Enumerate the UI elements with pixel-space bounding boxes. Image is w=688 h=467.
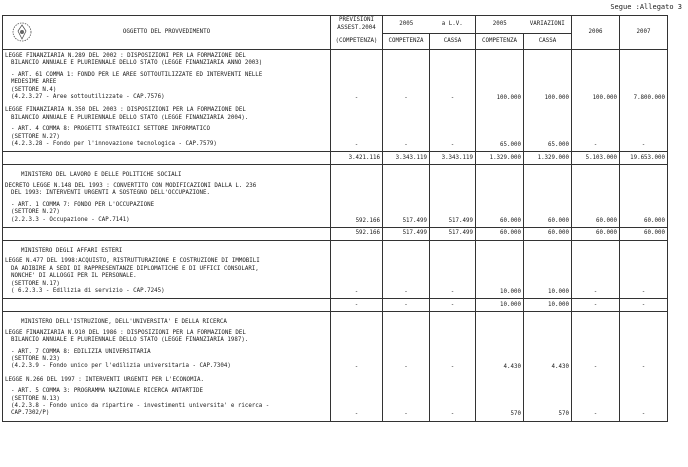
provvedimento-line: BILANCIO ANNUALE E PLURIENNALE DELLO STATO (LEGGE FINANZIARIA ANNO 2003) (11, 60, 263, 67)
value-cell: - (572, 104, 620, 152)
value-cell: - (572, 299, 620, 312)
provvedimento-line: (4.2.3.9 - Fondo unico per l'edilizia universitaria - CAP.7304) (11, 363, 231, 370)
value-cell: 570 (524, 374, 572, 422)
value-cell: 7.800.000 (620, 50, 668, 105)
value-cell: 517.499 (430, 227, 476, 240)
provvedimento-cell (3, 240, 331, 298)
provvedimento-line: LEGGE N.477 DEL 1998:ACQUISTO, RISTRUTTURAZIONE E COSTRUZIONE DI IMMOBILI (5, 258, 260, 265)
value-cell: - (430, 50, 476, 105)
value-cell: - (572, 312, 620, 374)
header-variazioni-label: VARIAZIONI (529, 20, 565, 27)
value-cell: 65.000 (524, 104, 572, 152)
value-cell: 5.103.000 (572, 152, 620, 165)
provvedimento-line: MINISTERO DEL LAVORO E DELLE POLITICHE SOCIALI (21, 172, 182, 179)
value-cell: 60.000 (476, 227, 524, 240)
provvedimento-line: - ART. 1 COMMA 7: FONDO PER L'OCCUPAZIONE (11, 201, 155, 208)
provvedimento-line: CAP.7302/P) (11, 410, 50, 417)
total-row (3, 227, 668, 240)
value-cell: 10.000 (476, 240, 524, 298)
value-cell: - (331, 240, 383, 298)
value-cell: - (430, 104, 476, 152)
header-year-2005-b (476, 16, 524, 34)
provvedimento-line: ( 6.2.3.3 - Edilizia di servizio - CAP.7245) (11, 287, 165, 294)
provvedimento-line: MEDESIME AREE (11, 79, 57, 86)
value-cell: - (331, 50, 383, 105)
value-cell: - (620, 240, 668, 298)
header-competenza-b: COMPETENZA (476, 34, 524, 50)
emblem-icon (9, 20, 35, 44)
total-row (3, 299, 668, 312)
provvedimento-cell (3, 152, 331, 165)
provvedimento-line: (SETTORE N.17) (11, 280, 60, 287)
value-cell: - (331, 299, 383, 312)
provvedimento-line: MINISTERO DEGLI AFFARI ESTERI (21, 247, 123, 254)
value-cell: 3.343.119 (430, 152, 476, 165)
value-cell: 60.000 (524, 227, 572, 240)
provvedimento-line: DECRETO LEGGE N.148 DEL 1993 : CONVERTITO CON MODIFICAZIONI DALLA L. 236 (5, 182, 257, 189)
provvedimento-line: DA ADIBIRE A SEDI DI RAPPRESENTANZE DIPLOMATICHE E DI UFFICI CONSOLARI, (11, 265, 259, 272)
header-year-2007 (620, 16, 668, 50)
provvedimento-line: (4.2.3.8 - Fondo unico da ripartire - investimenti universita' e ricerca - (11, 403, 270, 409)
value-cell: - (383, 312, 430, 374)
value-cell: - (383, 299, 430, 312)
value-cell: 100.000 (476, 50, 524, 105)
provvedimento-line: (SETTORE N.23) (11, 355, 60, 362)
value-cell: 4.430 (476, 312, 524, 374)
header-previsioni (331, 16, 383, 34)
value-cell: 60.000 (524, 165, 572, 227)
value-cell: - (430, 299, 476, 312)
header-cassa-b: CASSA (524, 34, 572, 50)
provvedimento-line: (2.2.3.3 - Occupazione - CAP.7141) (11, 216, 130, 223)
allegato-table (2, 15, 668, 422)
value-cell: 517.499 (383, 165, 430, 227)
provvedimento-line: LEGGE N.266 DEL 1997 : INTERVENTI URGENTI PER L'ECONOMIA. (5, 376, 204, 383)
header-year-2006 (572, 16, 620, 50)
value-cell: 60.000 (476, 165, 524, 227)
value-cell: - (383, 104, 430, 152)
value-cell: - (331, 104, 383, 152)
header-competenza: COMPETENZA (383, 34, 430, 50)
value-cell: - (430, 240, 476, 298)
table-row (3, 374, 668, 422)
value-cell: - (620, 312, 668, 374)
provvedimento-line: DEL 1993: INTERVENTI URGENTI A SOSTEGNO DELL'OCCUPAZIONE. (11, 190, 210, 197)
value-cell: 4.430 (524, 312, 572, 374)
value-cell: 60.000 (620, 227, 668, 240)
value-cell: - (620, 374, 668, 422)
value-cell: - (430, 374, 476, 422)
value-cell: 592.166 (331, 227, 383, 240)
value-cell: 570 (476, 374, 524, 422)
header-prev-mid: ASSEST.2004 (337, 24, 376, 31)
value-cell: - (331, 312, 383, 374)
value-cell: 1.329.000 (524, 152, 572, 165)
provvedimento-cell (3, 227, 331, 240)
header-year-2005-a (383, 16, 430, 34)
provvedimento-line: BILANCIO ANNUALE E PLURIENNALE DELLO STATO (LEGGE FINANZIARIA 1987). (11, 337, 249, 344)
provvedimento-line: - ART. 5 COMMA 3: PROGRAMMA NAZIONALE RICERCA ANTARTIDE (11, 388, 203, 395)
value-cell: 60.000 (620, 165, 668, 227)
value-cell: 10.000 (476, 299, 524, 312)
total-row (3, 152, 668, 165)
value-cell: - (383, 374, 430, 422)
header-oggetto-label: OGGETTO DEL PROVVEDIMENTO (122, 28, 211, 35)
table-row (3, 312, 668, 374)
page-label: Segue :Allegato 3 (610, 3, 682, 11)
value-cell: 60.000 (572, 165, 620, 227)
value-cell: 65.000 (476, 104, 524, 152)
provvedimento-line: LEGGE FINANZIARIA N.350 DEL 2003 : DISPOSIZIONI PER LA FORMAZIONE DEL (5, 107, 246, 114)
value-cell: 1.329.000 (476, 152, 524, 165)
value-cell: 60.000 (572, 227, 620, 240)
value-cell: - (383, 240, 430, 298)
value-cell: 3.421.116 (331, 152, 383, 165)
value-cell: - (572, 240, 620, 298)
value-cell: 10.000 (524, 299, 572, 312)
header-oggetto (3, 16, 331, 50)
table-row (3, 240, 668, 298)
provvedimento-line: BILANCIO ANNUALE E PLURIENNALE DELLO STATO (LEGGE FINANZIARIA 2004). (11, 114, 249, 121)
provvedimento-line: (4.2.3.28 - Fondo per l'innovazione tecnologica - CAP.7579) (11, 141, 217, 148)
provvedimento-line: LEGGE FINANZIARIA N.910 DEL 1986 : DISPOSIZIONI PER LA FORMAZIONE DEL (5, 329, 246, 336)
value-cell: 100.000 (572, 50, 620, 105)
provvedimento-line: MINISTERO DELL'ISTRUZIONE, DELL'UNIVERSITA' E DELLA RICERCA (21, 319, 227, 326)
value-cell: 517.499 (430, 165, 476, 227)
provvedimento-cell (3, 312, 331, 374)
value-cell: 100.000 (524, 50, 572, 105)
provvedimento-line: NONCHE' DI ALLOGGI PER IL PERSONALE. (11, 273, 137, 280)
header-year-2006-label: 2006 (588, 28, 603, 35)
provvedimento-line: (4.2.3.27 - Aree sottoutilizzate - CAP.7576) (11, 94, 165, 101)
provvedimento-line: - ART. 61 COMMA 1: FONDO PER LE AREE SOTTOUTILIZZATE ED INTERVENTI NELLE (11, 71, 263, 78)
table-row (3, 104, 668, 152)
value-cell: 10.000 (524, 240, 572, 298)
provvedimento-line: (SETTORE N.27) (11, 133, 60, 140)
provvedimento-cell (3, 374, 331, 422)
provvedimento-line: - ART. 4 COMMA 8: PROGETTI STRATEGICI SETTORE INFORMATICO (11, 126, 210, 133)
value-cell: - (383, 50, 430, 105)
value-cell: - (572, 374, 620, 422)
header-variazioni (524, 16, 572, 34)
value-cell: - (620, 299, 668, 312)
provvedimento-cell (3, 50, 331, 105)
value-cell: 19.653.000 (620, 152, 668, 165)
value-cell: - (331, 374, 383, 422)
value-cell: 3.343.119 (383, 152, 430, 165)
provvedimento-cell (3, 165, 331, 227)
value-cell: - (430, 312, 476, 374)
header-cassa: CASSA (430, 34, 476, 50)
header-year-2007-label: 2007 (636, 28, 651, 35)
header-year-2005-a-label: 2005 (399, 20, 414, 27)
header-prev-top: PREVISIONI (339, 17, 374, 24)
header-prev-bottom: (COMPETENZA) (331, 34, 383, 50)
provvedimento-line: (SETTORE N.13) (11, 395, 60, 402)
provvedimento-line: LEGGE FINANZIARIA N.289 DEL 2002 : DISPOSIZIONI PER LA FORMAZIONE DEL (5, 53, 246, 59)
provvedimento-cell (3, 104, 331, 152)
header-year-2005-b-label: 2005 (492, 20, 507, 27)
provvedimento-cell (3, 299, 331, 312)
table-body (3, 50, 668, 422)
table-row (3, 165, 668, 227)
header-alv (430, 16, 476, 34)
provvedimento-line: (SETTORE N.27) (11, 209, 60, 216)
provvedimento-line: (SETTORE N.4) (11, 86, 57, 93)
value-cell: - (620, 104, 668, 152)
header-alv-label: a L.V. (441, 20, 463, 27)
provvedimento-line: - ART. 7 COMMA 8: EDILIZIA UNIVERSITARIA (11, 348, 151, 355)
value-cell: 592.166 (331, 165, 383, 227)
table-row (3, 50, 668, 105)
value-cell: 517.499 (383, 227, 430, 240)
